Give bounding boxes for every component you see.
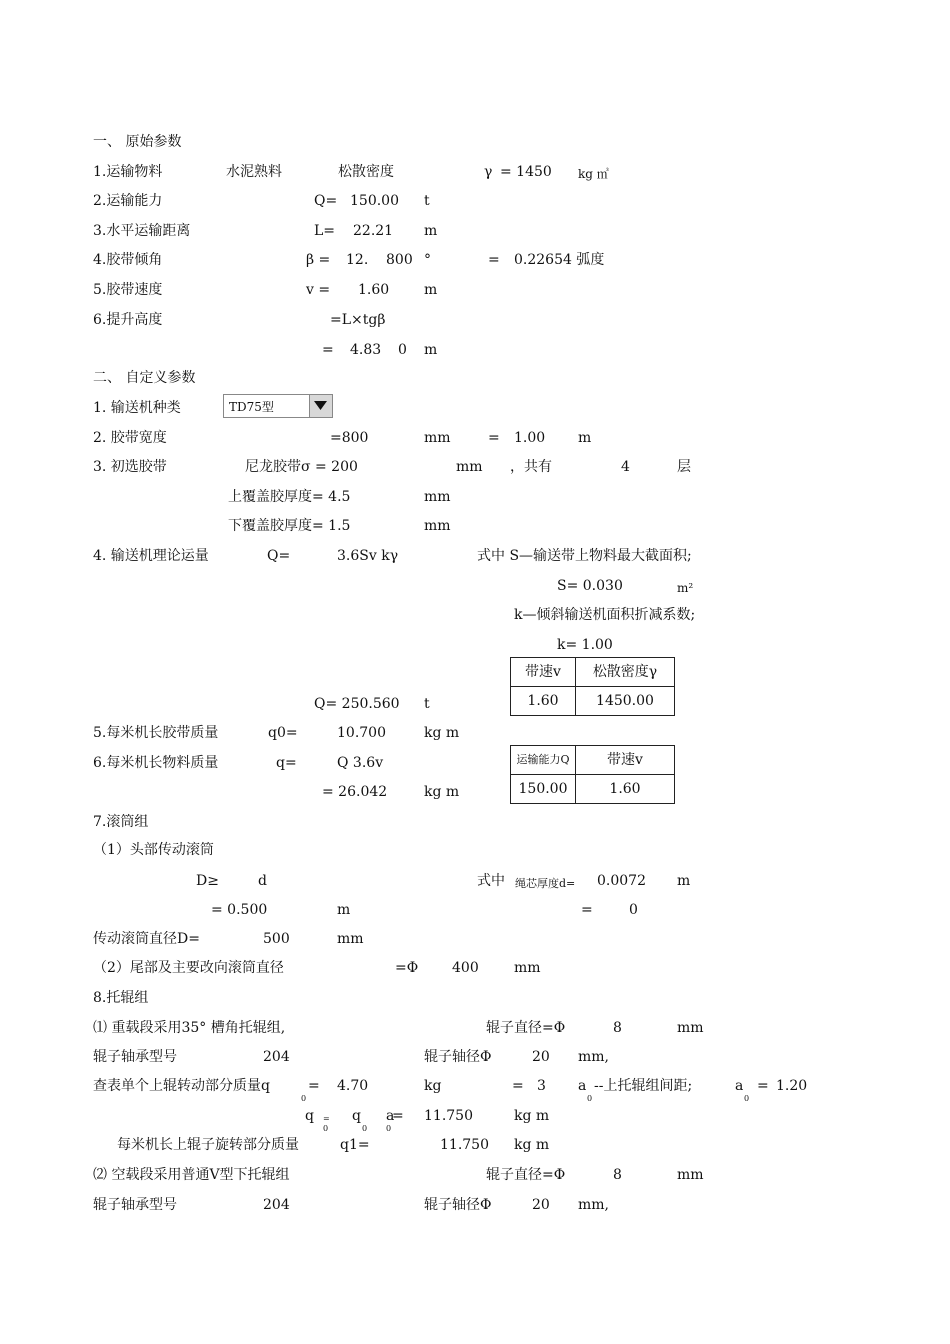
angle-degree: ° [424,252,431,268]
height-unit: m [424,342,438,358]
core-thickness-value: 0.0072 [597,873,646,889]
density-value: = 1450 [500,164,552,180]
speed-unit: m [424,282,438,298]
distance-unit: m [424,223,438,239]
heavy-shaft-value: 20 [532,1049,550,1065]
q-eq-small: = [323,1114,330,1123]
q1-symbol: q1= [340,1137,370,1153]
a0-sub-3: 0 [386,1124,392,1133]
q-unit: kg m [514,1108,550,1124]
pulley-note: 式中 [477,873,505,889]
belt-sigma: 尼龙胶带σ = 200 [245,459,358,475]
heavy-roller-diameter-unit: mm [677,1020,704,1036]
s-value: S= 0.030 [557,578,623,594]
upper-roller-mass-unit: kg [424,1078,442,1094]
belt-mass-symbol: q0= [268,725,298,741]
section-title-original-params: 一、 原始参数 [93,134,182,150]
return-roller-diameter-value: 8 [613,1167,622,1183]
speed-symbol: v = [306,282,331,298]
q1-value: 11.750 [440,1137,489,1153]
gamma-symbol: γ [484,164,493,180]
speed-value: 1.60 [358,282,390,298]
tail-pulley-unit: mm [514,960,541,976]
capacity-value: 150.00 [350,193,399,209]
capacity-speed-table [510,745,675,804]
label-material-mass: 6.每米机长物料质量 [93,755,219,771]
table1-speed-value: 1.60 [511,687,576,716]
q0-sub: 0 [362,1124,368,1133]
bottom-cover-thickness: 下覆盖胶厚度= 1.5 [228,518,351,534]
theoretical-q-symbol: Q= [267,548,291,564]
pulley-eq: = [581,902,593,918]
note-s: 式中 S—输送带上物料最大截面积; [477,548,692,564]
core-thickness-unit: m [677,873,691,889]
pulley-zero: 0 [629,902,638,918]
tail-pulley-value: 400 [452,960,479,976]
height-eq: = [322,342,334,358]
return-roller-diameter-unit: mm [677,1167,704,1183]
q-value: 11.750 [424,1108,473,1124]
belt-sigma-unit: mm [456,459,483,475]
pulley-d-symbol: D≥ [196,873,219,889]
density-unit: kg ㎥ [578,167,609,181]
upper-rotating-mass-label: 每米机长上辊子旋转部分质量 [117,1137,299,1153]
k-value: k= 1.00 [557,637,613,653]
table1-header-density: 松散密度γ [576,658,675,687]
angle-value: 12. [346,252,369,268]
capacity-unit: t [424,193,430,209]
label-belt-select: 3. 初选胶带 [93,459,167,475]
label-tail-pulley: （2）尾部及主要改向滚筒直径 [93,960,284,976]
angle-symbol: β = [306,252,331,268]
height-formula: =L×tgβ [330,312,386,328]
section-title-custom-params: 二、 自定义参数 [93,370,196,386]
angle-value-2: 800 [386,252,413,268]
return-bearing-value: 204 [263,1197,290,1213]
height-value-2: 0 [398,342,407,358]
material-value: 水泥熟料 [226,164,282,180]
capacity-symbol: Q= [314,193,338,209]
tail-pulley-phi: =Φ [395,960,419,976]
distance-symbol: L= [314,223,336,239]
table2-speed-value: 1.60 [576,775,675,804]
a0-eq: = [757,1078,769,1094]
label-drive-pulley: 传动滚筒直径D= [93,931,200,947]
note-k: k—倾斜输送机面积折减系数; [514,607,696,623]
upper-roller-mass-eq: = [308,1078,320,1094]
return-shaft-value: 20 [532,1197,550,1213]
belt-width-m-unit: m [578,430,592,446]
s-unit: m² [677,581,694,595]
chevron-down-icon [314,401,327,410]
drive-pulley-unit: mm [337,931,364,947]
table1-header-speed: 带速v [511,658,576,687]
roller-count: 3 [537,1078,546,1094]
label-angle: 4.胶带倾角 [93,252,163,268]
height-value: 4.83 [350,342,382,358]
table2-header-capacity: 运输能力Q [511,746,576,775]
q-eq: = [392,1108,404,1124]
top-cover-unit: mm [424,489,451,505]
conveyor-type-value: TD75型 [229,400,274,414]
belt-width-value: =800 [330,430,369,446]
label-conveyor-type: 1. 输送机种类 [93,400,181,416]
return-section-idler: ⑵ 空载段采用普通V型下托辊组 [93,1167,290,1183]
conveyor-type-select[interactable] [223,394,333,418]
label-distance: 3.水平运输距离 [93,223,191,239]
belt-width-m: 1.00 [514,430,546,446]
angle-eq: = [488,252,500,268]
density-label: 松散密度 [338,164,394,180]
material-mass-value: = 26.042 [322,784,388,800]
label-idler-group: 8.托辊组 [93,990,149,1006]
upper-roller-mass-sub: 0 [301,1094,307,1103]
theoretical-formula: 3.6Sv kγ [337,548,399,564]
q-symbol: q [305,1108,314,1124]
bottom-cover-unit: mm [424,518,451,534]
belt-layers-count: 4 [621,459,630,475]
belt-width-unit: mm [424,430,451,446]
a0-note: --上托辊组间距; [594,1078,693,1094]
table2-header-speed: 带速v [576,746,675,775]
a0-sub-2: 0 [744,1094,750,1103]
belt-layers-unit: 层 [677,459,691,475]
return-shaft-unit: mm, [578,1197,610,1213]
return-bearing-label: 辊子轴承型号 [93,1197,177,1213]
heavy-roller-diameter-label: 辊子直径=Φ [486,1020,566,1036]
table1-density-value: 1450.00 [576,687,675,716]
drive-pulley-value: 500 [263,931,290,947]
label-height: 6.提升高度 [93,312,163,328]
material-mass-formula: Q 3.6v [337,755,384,771]
label-theoretical-capacity: 4. 输送机理论运量 [93,548,209,564]
return-shaft-label: 辊子轴径Φ [424,1197,492,1213]
label-belt-mass: 5.每米机长胶带质量 [93,725,219,741]
a0-sub: 0 [587,1094,593,1103]
top-cover-thickness: 上覆盖胶厚度= 4.5 [228,489,351,505]
label-belt-width: 2. 胶带宽度 [93,430,167,446]
upper-roller-mass-label: 查表单个上辊转动部分质量q [93,1078,270,1094]
q-sub-0: 0 [323,1124,329,1133]
heavy-bearing-label: 辊子轴承型号 [93,1049,177,1065]
table2-capacity-value: 150.00 [511,775,576,804]
dropdown-arrow-button[interactable] [309,395,332,417]
pulley-note-core: 绳芯厚度d= [515,877,576,890]
roller-count-eq: = [512,1078,524,1094]
upper-roller-mass-value: 4.70 [337,1078,369,1094]
speed-density-table [510,657,675,716]
pulley-d-var: d [258,873,267,889]
heavy-shaft-label: 辊子轴径Φ [424,1049,492,1065]
label-head-pulley: （1）头部传动滚筒 [93,842,214,858]
theoretical-q-unit: t [424,696,430,712]
a0-value: 1.20 [776,1078,808,1094]
theoretical-q-value: Q= 250.560 [314,696,400,712]
angle-radian: 0.22654 弧度 [514,252,605,268]
material-mass-unit: kg m [424,784,460,800]
label-material: 1.运输物料 [93,164,163,180]
heavy-shaft-unit: mm, [578,1049,610,1065]
q0-symbol: q [352,1108,361,1124]
q1-unit: kg m [514,1137,550,1153]
return-roller-diameter-label: 辊子直径=Φ [486,1167,566,1183]
belt-layers-label: ，共有 [510,459,552,475]
heavy-roller-diameter-value: 8 [613,1020,622,1036]
belt-mass-value: 10.700 [337,725,386,741]
belt-mass-unit: kg m [424,725,460,741]
label-capacity: 2.运输能力 [93,193,163,209]
label-pulley-group: 7.滚筒组 [93,814,149,830]
a0-symbol-2: a [735,1078,744,1094]
pulley-d-value: = 0.500 [211,902,268,918]
material-mass-symbol: q= [276,755,297,771]
distance-value: 22.21 [353,223,394,239]
belt-width-eq: = [488,430,500,446]
label-speed: 5.胶带速度 [93,282,163,298]
a0-symbol: a [578,1078,587,1094]
heavy-bearing-value: 204 [263,1049,290,1065]
heavy-section-idler: ⑴ 重载段采用35° 槽角托辊组, [93,1020,286,1036]
pulley-d-unit: m [337,902,351,918]
a0-symbol-3: a [386,1108,395,1124]
